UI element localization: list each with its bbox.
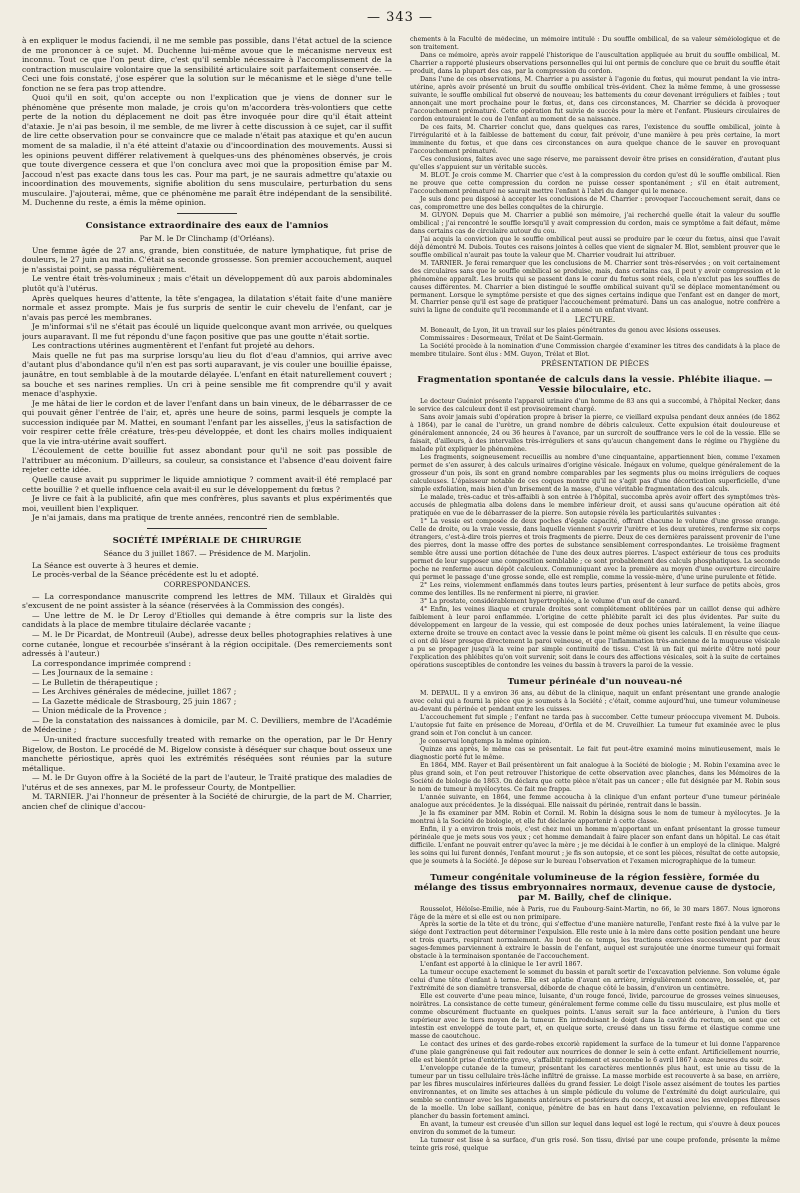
paragraph: Le procès-verbal de la Séance précédente est lu et adopté. (32, 570, 259, 580)
paragraph: La Société procède à la nomination d'une Commission chargée d'examiner les titres des candidats à la place de membre titulaire. Sont élus : MM. Guyon, Trélat et Blot. (410, 343, 780, 359)
paragraph: — Un-united fracture succesfully treated with remarke on the operation, par le Dr Henry Bigelow, de Boston. Le procédé de M. Bigelow consiste à déséquer sur chaque bout osseux une manchette périostique, après quoi les extrémités réséquées sont réunies par la suture métallique. (22, 735, 392, 773)
article-title: Tumeur congénitale volumineuse de la région fessière, formée du mélange des tissus embryonnaires normaux, devenue cause de dystocie, par M. Bailly, chef de clinique. (414, 872, 776, 903)
divider (147, 528, 267, 529)
paragraph: La correspondance imprimée comprend : (32, 658, 192, 668)
paragraph: L'enfant est apporté à la clinique le 1er avril 1867. (420, 961, 583, 969)
paragraph: — Les Archives générales de médecine, juillet 1867 ; (32, 687, 237, 697)
section-title: SOCIÉTÉ IMPÉRIALE DE CHIRURGIE (112, 535, 302, 546)
paragraph: Je la fis examiner par MM. Robin et Cornil. M. Robin la désigna sous le nom de tumeur à myélocytes. Je la montrai à la Société de biologie, et elle fut déclarée appartenir à cette classe. (410, 809, 780, 825)
paragraph: Quoi qu'il en soit, qu'on accepte ou non l'explication que je viens de donner sur le phénomène que présente mon malade, je crois qu'on m'accordera très-volontiers que cette perte de la notion du déplacement ne doit pas être invoquée pour dire qu'il était atteint d'ataxie. Je n'ai pas besoin, il me semble, de me livrer à cette discussion à ce sujet, car il suffit de lire cette observation pour se convaincre que ce malade n'était pas ataxique et qu'en aucun moment de sa maladie, il n'a été atteint d'ataxie ou d'incoordination des mouvements. Aussi si les opinions peuvent différer relativement à quelques-uns des phénomènes observés, je crois que toute divergence cessera et que l'on conclura avec moi que la proposition émise par M. Jaccoud n'est pas exacte dans tous les cas. Pour ma part, je ne saurais admettre qu'ataxie ou incoordination des mouvements, signifie abolition du sens musculaire, perturbation du sens musculaire. J'ajouterai, même, que ce phénomène me paraît être indépendant de la sensibilité. M. Duchenne du reste, a émis la même opinion. (22, 93, 392, 208)
paragraph: Je me hâtai de lier le cordon et de laver l'enfant dans un bain vineux, de le débarrasser de ce qui pouvait gêner l'entrée de l'air, et, après une heure de soins, parmi lesquels je compte la succession indiquée par M. Mattei, en soumant l'enfant par les aisselles, j'eus la satisfaction de voir respirer cette frêle créature, très-peu développée, et dont les chairs molles indiquaient que la vie intra-utérine avait souffert. (22, 398, 392, 446)
paragraph: M. BLOT. Je crois comme M. Charrier que c'est à la compression du cordon qu'est dû le souffle ombilical. Rien ne prouve que cette compression du cordon ne puisse cesser spontanément ; s'il en était autrement, l'accouchement prématuré ne saurait mettre l'enfant à l'abri du danger qui le menace. (410, 171, 780, 195)
paragraph: — Union médicale de la Provence ; (32, 706, 167, 716)
paragraph: M. TARNIER. Je ferai remarquer que les conclusions de M. Charrier sont très-réservées ; on voit certainement des circulaires sans que le souffle ombilical se produise, mais, dans certains cas, il peut y avoir compression et le phénomène apparaît. Les bruits qui se passent dans le cœur du fœtus sont réels, cela n'exclut pas les souffles de causes différentes. M. Charrier a bien distingué le souffle ombilical suivant qu'il se déplace momentanément ou permanent. Lorsque le symptôme persiste et que des signes certains indique que l'enfant est en danger de mort, M. Charrier pense qu'il est sage de pratiquer l'accouchement prématuré. Dans un cas analogue, notre confrère a suivi la ligne de conduite qu'il recommande et il a amené un enfant vivant. (410, 259, 780, 315)
paragraph: Une femme âgée de 27 ans, grande, bien constituée, de nature lymphatique, fut prise de douleurs, le 27 juin au matin. C'était sa seconde grossesse. Son premier accouchement, auquel je n'assistai point, se passa régulièrement. (22, 245, 392, 274)
paragraph: — M. le Dr Guyon offre à la Société de la part de l'auteur, le Traité pratique des maladies de l'utérus et de ses annexes, par M. le professeur Courty, de Montpellier. (22, 773, 392, 792)
paragraph: Elle est couverte d'une peau mince, luisante, d'un rouge foncé, livide, parcourue de grosses veines sinueuses, noirâtres. La consistance de cette tumeur, généralement ferme comme celle du tissu musculaire, est plus molle et comme obscurément fluctuante en quelques points. L'anus serait sur la face antérieure, à l'union du tiers supérieur avec le tiers moyen de la tumeur. En introduisant le doigt dans la cavité du rectum, on sent que cet intestin est enveloppé de toute part, et, en quelque sorte, creusé dans un tissu ferme et élastique comme une masse de caoutchouc. (410, 993, 780, 1041)
paragraph: Les contractions utérines augmentèrent et l'enfant fut projeté au dehors. (32, 341, 315, 351)
paragraph: Les fragments, soigneusement recueillis au nombre d'une cinquantaine, appartiennent bien, comme l'examen permet de s'en assurer, à des calculs urinaires d'origine vésicale. Inégaux en volume, quelque généralement de la grosseur d'un pois, ils sont en grand nombre comparables par les segments plus ou moins irréguliers de coques calculeuses. L'épaisseur notable de ces coques montre qu'il ne s'agit pas d'une décortication superficielle, d'une simple exfoliation, mais bien d'un brisement de la masse, d'une véritable fragmentation des calculs. (410, 454, 780, 494)
paragraph: — De la constatation des naissances à domicile, par M. C. Devilliers, membre de l'Académie de Médecine ; (22, 715, 392, 735)
left-column (22, 36, 392, 1186)
paragraph: La tumeur est lisse à sa surface, d'un gris rosé. Son tissu, divisé par une coupe profonde, présente la même teinte gris rosé, quelque (410, 1137, 780, 1153)
paragraph: 4° Enfin, les veines iliaque et crurale droites sont complétement oblitérées par un caillot dense qui adhère faiblement à leur paroi enflammée. L'origine de cette phlébite paraît ici des plus évidentes. Par suite du développement en largeur de la vessie, qui est composée de deux poches unies latéralement, la veine iliaque externe droite se trouve en contact avec la vessie dans le point même où gisent les calculs. Il en résulte que ceux-ci ont dû léser presque directement la paroi veineuse, et que l'inflammation très-ancienne de la muqueuse vésicale a pu se propager jusqu'à la veine par simple continuité de tissu. C'est là un fait qui mérite d'être noté pour l'explication des phlébites qu'on voit survenir, soit dans le cours des affections vésicales, soit à la suite de certaines opérations susceptibles de contondre les veines du bassin à travers la paroi de la vessie. (410, 605, 780, 669)
paragraph: La Séance est ouverte à 3 heures et demie. (32, 560, 199, 570)
paragraph: Je m'informai s'il ne s'était pas écoulé un liquide quelconque avant mon arrivée, ou quelques jours auparavant. Il me fut répondu d'une façon positive que pas une goutte n'était sortie. (22, 322, 392, 341)
paragraph: Quelle cause avait pu supprimer le liquide amniotique ? comment avait-il été remplacé par cette bouillie ? et quelle influence cela avait-il eu sur le développement du fœtus ? (22, 474, 392, 494)
paragraph: à en expliquer le modus faciendi, il ne me semble pas possible, dans l'état actuel de la science de me prononcer à ce sujet. M. Duchenne lui-même avoue que le mécanisme nerveux est inconnu. Tout ce que l'on peut dire, c'est qu'il semble nécessaire à l'accomplissement de la contraction musculaire volontaire que la sensibilité articulaire soit parfaitement conservée. — Ceci une fois constaté, j'ose espérer que la solution sur le mécanisme et le siège d'une telle fonction ne se fera pas trop attendre. (22, 36, 392, 93)
paragraph: Sans avoir jamais subi d'opération propre à briser la pierre, ce vieillard expulsa pendant deux années (de 1862 à 1864), par le canal de l'urètre, un grand nombre de débris calculeux. Cette expulsion était douloureuse et généralement annoncée, 24 ou 36 heures à l'avance, par un surcroît de souffrance vers le col de la vessie. Elle se faisait, d'ailleurs, à des intervalles très-irréguliers et sans qu'aucun changement dans le régime ou l'hygiène du malade pût expliquer le phénomène. (410, 414, 780, 454)
paragraph: M. Boneault, de Lyon, lit un travail sur les plaies pénétrantes du genou avec lésions osseuses. (420, 327, 721, 335)
paragraph: — Les Journaux de la semaine : (32, 668, 154, 678)
paragraph: Enfin, il y a environ trois mois, c'est chez moi un homme m'apportant un enfant présentant la grosse tumeur périnéale que je mets sous vos yeux ; cet homme demandait à faire placer son enfant dans un hôpital. Le cas était difficile. L'enfant ne pouvait entrer qu'avec la mère ; je me décidai à le confier à un employé de la clinique. Malgré les soins qui lui furent donnés, l'enfant mourut ; je fis son autopsie, et ce sont les pièces, résultat de cette autopsie, que je soumets à la Société. Je dépose sur le bureau l'observation et l'examen micrographique de la tumeur. (410, 825, 780, 865)
paragraph: — Une lettre de M. le Dr Leroy d'Etiolles qui demande à être compris sur la liste des candidats à la place de membre titulaire déclarée vacante ; (22, 610, 392, 630)
paragraph: Quinze ans après, le même cas se présentait. Le fait fut peut-être examiné moins minutieusement, mais le diagnostic porté fut le même. (410, 745, 780, 761)
paragraph: chements à la Faculté de médecine, un mémoire intitulé : Du souffle ombilical, de sa valeur séméiologique et de son traitement. (410, 36, 780, 51)
paragraph: Après la sortie de la tête et du tronc, qui s'effectue d'une manière naturelle, l'enfant reste fixé à la vulve par le siége dont l'extraction peut déterminer l'expulsion. Elle reste unie à la mère dans cette position pendant une heure et trois quarts, respirant normalement. Au bout de ce temps, les tractions exercées successivement par deux sages-femmes parviennent à extraire le bassin de l'enfant, auquel est surajoutée une énorme tumeur qui formait obstacle à la terminaison spontanée de l'accouchement. (410, 921, 780, 961)
paragraph: Après quelques heures d'attente, la tête s'engagea, la dilatation s'était faite d'une manière normale et assez prompte. Mais je fus surpris de sentir le cuir chevelu de l'enfant, car je n'avais pas percé les membranes. (22, 293, 392, 322)
paragraph: L'enveloppe cutanée de la tumeur, présentant les caractères mentionnés plus haut, est unie au tissu de la tumeur par un tissu cellulaire très-lâche infiltré de graisse. La masse morbide est recouverte à sa base, en arrière, par les fibres musculaires inférieures dallées du grand fessier. Le doigt l'isole assez aisément de toutes les parties environnantes, et on limite ses attaches à un simple pédicule du volume de l'extrémité du doigt auriculaire, qui semble se continuer avec les ligaments antérieurs et postérieurs du coccyx, et aussi avec les enveloppes fibreuses de la moelle. Un lobe saillant, conique, pénètre de bas en haut dans l'excavation pelvienne, en refoulant le plancher du bassin fortement aminci. (410, 1065, 780, 1121)
paragraph: — M. le Dr Picardat, de Montreuil (Aube), adresse deux belles photographies relatives à une corne cutanée, longue et recourbée s'insérant à la région occipitale. (Des remerciements sont adressés à l'auteur.) (22, 629, 392, 659)
paragraph: — La correspondance manuscrite comprend les lettres de MM. Tillaux et Giraldès qui s'excusent de ne point assister à la séance (réservées à la Commission des congés). (22, 591, 392, 611)
article-title: Tumeur périnéale d'un nouveau-né (507, 676, 683, 687)
divider (177, 213, 237, 214)
paragraph: 3° La prostate, considérablement hypertrophiée, a le volume d'un œuf de canard. (420, 598, 682, 605)
article-title: Consistance extraordinaire des eaux de l'amnios (85, 220, 329, 231)
paragraph: J'ai acquis la conviction que le souffle ombilical peut aussi se produire par le cœur du fœtus, ainsi que l'avait déjà démontré M. Dubois. Toutes ces raisons jointes à celles que vient de signaler M. Blot, semblent prouver que le souffle ombilical n'aurait pas toute la valeur que M. Charrier voudrait lui attribuer. (410, 235, 780, 259)
paragraph: 1° La vessie est composée de deux poches d'égale capacité, offrant chacune le volume d'une grosse orange. Celle de droite, ou la vraie vessie, dans laquelle viennent s'ouvrir l'urètre et les deux uretères, renferme six corps étrangers, c'est-à-dire trois pierres et trois fragments de pierre. Deux de ces dernières paraissent provenir de l'une des pierres, dont la masse offre des portes de substance sensiblement correspondantes. Le troisième fragment semble être aussi une portion détachée de l'une des deux autres pierres. L'aspect extérieur de tous ces produits permet de leur supposer une composition semblable ; ce sont probablement des calculs phosphatiques. La seconde poche ne renferme aucun dépôt calculeux. Communiquant avec la première au moyen d'une ouverture circulaire qui permet le passage d'une grosse sonde, elle est remplie, comme la vessie-mère, d'une urine purulente et fétide. (410, 518, 780, 582)
subheading: PRÉSENTATION DE PIÈCES (540, 359, 650, 369)
paragraph: M. DEPAUL. Il y a environ 36 ans, au début de la clinique, naquit un enfant présentant une grande analogie avec celui qui a fourni la pièce que je soumets à la Société ; c'était, comme aujourd'hui, une tumeur volumineuse au-devant du périnée et pendant entre les cuisses. (410, 689, 780, 713)
paragraph: Dans ce mémoire, après avoir rappelé l'historique de l'auscultation appliquée au bruit du souffle ombilical, M. Charrier a rapporté plusieurs observations personnelles qui lui ont permis de conclure que ce bruit du souffle était produit, dans la plupart des cas, par la compression du cordon. (410, 51, 780, 75)
paragraph: Le contact des urines et des garde-robes excoriè rapidement la surface de la tumeur et lui donne l'apparence d'une plaie gangréneuse qui fait redouter aux nourrices de donner le sein à cette enfant. Artificiellement nourrie, elle est bientôt prise d'entérite grave, s'affaiblit rapidement et succombe le 6 avril 1867 à onze heures du soir. (410, 1041, 780, 1065)
paragraph: Ces conclusions, faites avec une sage réserve, me paraissent devoir être prises en considération, d'autant plus qu'elles s'appuient sur un véritable succès. (410, 155, 780, 171)
session-line: Séance du 3 juillet 1867. — Présidence de M. Marjolin. (103, 548, 311, 558)
subheading: LECTURE. (574, 315, 616, 325)
paragraph: Le ventre était très-volumineux ; mais c'était un développement dû aux parois abdominales plutôt qu'à l'utérus. (22, 274, 392, 294)
paragraph: Rousselot, Héloïse-Emilie, née à Paris, rue du Faubourg-Saint-Martin, no 66, le 30 mars 1867. Nous ignorons l'âge de la mère et si elle est ou non primipare. (410, 905, 780, 921)
article-byline: Par M. le Dr Clinchamp (d'Orléans). (139, 233, 275, 243)
paragraph: Mais quelle ne fut pas ma surprise lorsqu'au lieu du flot d'eau d'amnios, qui arrive avec d'autant plus d'abondance qu'il n'en est pas sorti auparavant, je vis couler une bouillie épaisse, jaunâtre, en tout semblable à de la moutarde délayée. L'enfant en était naturellement couvert ; sa bouche et ses narines remplies. Un cri à peine sensible me fit comprendre qu'il y avait menace d'asphyxie. (22, 350, 392, 399)
paragraph: L'écoulement de cette bouillie fut assez abondant pour qu'il ne soit pas possible de l'attribuer au méconium. D'ailleurs, sa couleur, sa consistance et l'absence d'eau doivent faire rejeter cette idée. (22, 446, 392, 475)
paragraph: L'année suivante, en 1864, une femme accoucha à la clinique d'un enfant porteur d'une tumeur périnéale analogue aux précédentes. Je la disséquai. Elle naissait du périnée, rentrait dans le bassin. (410, 793, 780, 809)
paragraph: M. TARNIER. J'ai l'honneur de présenter à la Société de chirurgie, de la part de M. Charrier, ancien chef de clinique d'accou- (22, 792, 392, 811)
subheading: CORRESPONDANCES. (163, 579, 251, 589)
paragraph: De ces faits, M. Charrier conclut que, dans quelques cas rares, l'existence du souffle ombilical, jointe à l'irrégularité et à la faiblesse de battement du cœur, fait prévoir, d'une manière à peu près certaine, la mort imminente du fœtus, et que dans ces circonstances on aura quelque chance de le sauver en provoquant l'accouchement prématuré. (410, 123, 780, 155)
paragraph: 2° Les reins, violemment enflammés dans toutes leurs parties, présentent à leur surface de petits abcès, gros comme des lentilles. Ils ne renferment ni pierre, ni gravier. (410, 582, 780, 598)
paragraph: Je livre ce fait à la publicité, afin que mes confrères, plus savants et plus expérimentés que moi, veuillent bien l'expliquer. (22, 494, 392, 513)
paragraph: M. GUYON. Depuis que M. Charrier a publié son mémoire, j'ai recherché quelle était la valeur du souffle ombilical ; j'ai rencontré le souffle lorsqu'il y avait compression du cordon, mais ce symptôme a fait défaut, même dans certains cas de circulaire autour du cou. (410, 211, 780, 235)
page-number: — 343 — (366, 10, 434, 25)
paragraph: Le malade, très-caduc et très-affaibli à son entrée à l'hôpital, succomba après avoir offert des symptômes très-accusés de phlegmatia alba dolens dans le membre inférieur droit, et aussi sans qu'aucune opération ait été pratiquée en vue de le débarrasser de la pierre. Son autopsie révéla les particularités suivantes : (410, 494, 780, 518)
article-title: Fragmentation spontanée de calculs dans la vessie. Phlébite iliaque. — Vessie biloculaire, etc. (417, 375, 773, 396)
paragraph: En avant, la tumeur est creusée d'un sillon sur lequel dans lequel est logé le rectum, qui s'ouvre à deux pouces environ du sommet de la tumeur. (410, 1121, 780, 1137)
paragraph: Commissaires : Desormeaux, Trélat et De Saint-Germain. (420, 335, 604, 343)
paragraph: Je n'ai jamais, dans ma pratique de trente années, rencontré rien de semblable. (32, 513, 340, 523)
paragraph: Je suis donc peu disposé à accepter les conclusions de M. Charrier : provoquer l'accouchement serait, dans ce cas, compromettre une des belles conquêtes de la chirurgie. (410, 195, 780, 211)
paragraph: Dans l'une de ces observations, M. Charrier a pu assister à l'agonie du fœtus, qui mourut pendant la vie intra-utérine, après avoir présenté un bruit du souffle ombilical très-évident. Chez la même femme, à une grossesse suivante, le souffle ombilical fut observé de nouveau; les battements du cœur devenant irréguliers et faibles ; tout annonçait une mort prochaine pour le fœtus, et, dans ces circonstances, M. Charrier se décida à provoquer l'accouchement prématuré. Cette opération fut suivie de succès pour la mère et l'enfant. Plusieurs circulaires de cordon entouraient le cou de l'enfant au moment de sa naissance. (410, 75, 780, 123)
paragraph: Le docteur Guéniot présente l'appareil urinaire d'un homme de 83 ans qui a succombé, à l'hôpital Necker, dans le service des calculeux dont il est provisoirement chargé. (410, 398, 780, 414)
paragraph: L'accouchement fut simple ; l'enfant ne tarda pas à succomber. Cette tumeur préoccupa vivement M. Dubois. L'autopsie fut faite en présence de Moreau, d'Orfila et de M. Cruveilhier. La tumeur fut examinée avec le plus grand soin et l'on conclut à un cancer. (410, 713, 780, 737)
paragraph: — La Gazette médicale de Strasbourg, 25 juin 1867 ; (32, 696, 237, 706)
paragraph: Je conservai longtemps la même opinion. (420, 737, 552, 745)
paragraph: — Le Bulletin de thérapeutique ; (32, 677, 158, 687)
right-column (410, 36, 780, 1186)
paragraph: En 1864, MM. Rayer et Bail présentèrent un fait analogue à la Société de biologie ; M. Robin l'examina avec le plus grand soin, et l'on peut retrouver l'historique de cette observation avec planches, dans les Mémoires de la Société de biologie de 1863. On déclara que cette pièce n'était pas un cancer ; elle fut désignée par M. Robin sous le nom de tumeur à myélocytes. Ce fait me frappa. (410, 761, 780, 793)
paragraph: La tumeur occupe exactement le sommet du bassin et paraît sortir de l'excavation pelvienne. Son volume égale celui d'une tête d'enfant à terme. Elle est aplatie d'avant en arrière, irrégulièrement concave, bosselée, et, par l'extrémité de son diamètre transversal, déborde de chaque côté le bassin, d'environ un centimètre. (410, 969, 780, 993)
